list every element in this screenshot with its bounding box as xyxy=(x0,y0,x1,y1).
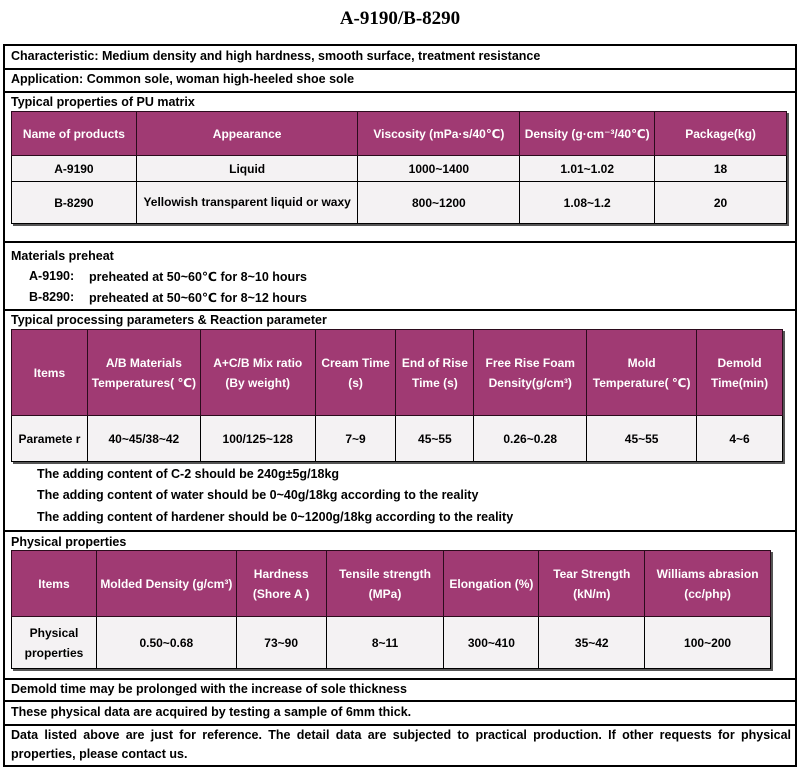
proc-header-items: Items xyxy=(12,330,88,416)
physical-header-row xyxy=(12,551,771,617)
table-row xyxy=(12,182,787,224)
proc-header-cream-time: Cream Time (s) xyxy=(315,330,396,416)
demold-note-text: Demold time may be prolonged with the increase of sole thickness xyxy=(11,682,407,696)
pu-cell: 1.01~1.02 xyxy=(520,156,655,182)
preheat-a-label: A-9190: xyxy=(29,269,75,283)
phys-cell: 300~410 xyxy=(444,617,539,669)
pu-cell: Yellowish transparent liquid or waxy xyxy=(136,182,358,224)
phys-cell: 100~200 xyxy=(645,617,771,669)
processing-note: The adding content of hardener should be 0~1200g/18kg according to the reality xyxy=(37,510,514,524)
pu-matrix-header-row xyxy=(12,112,787,156)
proc-cell: 4~6 xyxy=(697,416,783,462)
table-row xyxy=(12,156,787,182)
physical-title: Physical properties xyxy=(11,535,127,549)
proc-cell: Paramete r xyxy=(12,416,88,462)
pu-cell: B-8290 xyxy=(12,182,137,224)
pu-header-name: Name of products xyxy=(12,112,137,156)
preheat-b-text: preheated at 50~60℃ for 8~12 hours xyxy=(89,291,308,305)
phys-cell: Physical properties xyxy=(12,617,97,669)
physical-section xyxy=(3,530,797,678)
pu-cell: A-9190 xyxy=(12,156,137,182)
pu-matrix-title: Typical properties of PU matrix xyxy=(11,95,195,109)
proc-cell: 45~55 xyxy=(396,416,474,462)
processing-header-row xyxy=(12,330,783,416)
pu-header-package: Package(kg) xyxy=(655,112,787,156)
reference-note-row xyxy=(3,724,797,767)
sample-note-row xyxy=(3,700,797,724)
proc-header-temperatures: A/B Materials Temperatures( ℃) xyxy=(87,330,200,416)
document-title: A-9190/B-8290 xyxy=(339,8,461,29)
proc-cell: 40~45/38~42 xyxy=(87,416,200,462)
proc-cell: 7~9 xyxy=(315,416,396,462)
proc-cell: 45~55 xyxy=(587,416,697,462)
proc-cell: 100/125~128 xyxy=(200,416,315,462)
phys-header-elongation: Elongation (%) xyxy=(444,551,539,617)
phys-cell: 0.50~0.68 xyxy=(96,617,236,669)
pu-cell: 800~1200 xyxy=(358,182,520,224)
table-row xyxy=(12,416,783,462)
pu-cell: 1.08~1.2 xyxy=(520,182,655,224)
pu-cell: 18 xyxy=(655,156,787,182)
processing-title: Typical processing parameters & Reaction parameter xyxy=(11,313,327,327)
phys-header-tear: Tear Strength (kN/m) xyxy=(539,551,645,617)
phys-header-items: Items xyxy=(12,551,97,617)
phys-header-molded-density: Molded Density (g/cm³) xyxy=(96,551,236,617)
pu-matrix-table xyxy=(11,111,787,224)
proc-header-foam-density: Free Rise Foam Density(g/cm³) xyxy=(474,330,587,416)
characteristic-text: Characteristic: Medium density and high hardness, smooth surface, treatment resistance xyxy=(11,49,541,63)
pu-cell: Liquid xyxy=(136,156,358,182)
phys-header-abrasion: Williams abrasion (cc/php) xyxy=(645,551,771,617)
processing-note: The adding content of C-2 should be 240g±5g/18kg xyxy=(37,467,340,481)
sample-note-text: These physical data are acquired by testing a sample of 6mm thick. xyxy=(11,705,412,719)
preheat-a-text: preheated at 50~60℃ for 8~10 hours xyxy=(89,270,308,284)
proc-cell: 0.26~0.28 xyxy=(474,416,587,462)
phys-cell: 35~42 xyxy=(539,617,645,669)
pu-header-density: Density (g·cm⁻³/40℃) xyxy=(520,112,655,156)
demold-note-row xyxy=(3,678,797,700)
preheat-title: Materials preheat xyxy=(11,249,114,263)
phys-cell: 73~90 xyxy=(236,617,326,669)
processing-table xyxy=(11,329,783,462)
pu-matrix-section xyxy=(3,91,797,241)
application-text: Application: Common sole, woman high-heeled shoe sole xyxy=(11,72,355,86)
phys-header-tensile: Tensile strength (MPa) xyxy=(326,551,444,617)
proc-header-mix-ratio: A+C/B Mix ratio (By weight) xyxy=(200,330,315,416)
processing-section xyxy=(3,309,797,530)
preheat-section xyxy=(3,241,797,309)
application-row xyxy=(3,68,797,91)
pu-header-viscosity: Viscosity (mPa·s/40℃) xyxy=(358,112,520,156)
phys-cell: 8~11 xyxy=(326,617,444,669)
proc-header-end-rise: End of Rise Time (s) xyxy=(396,330,474,416)
pu-cell: 20 xyxy=(655,182,787,224)
proc-header-demold: Demold Time(min) xyxy=(697,330,783,416)
proc-header-mold-temp: Mold Temperature( ℃) xyxy=(587,330,697,416)
pu-header-appearance: Appearance xyxy=(136,112,358,156)
reference-note-text: Data listed above are just for reference. The detail data are subjected to practical production. If other requests for physical properties, please contact us. xyxy=(11,728,791,761)
pu-cell: 1000~1400 xyxy=(358,156,520,182)
table-row xyxy=(12,617,771,669)
physical-table xyxy=(11,550,771,669)
characteristic-row xyxy=(3,44,797,68)
preheat-b-label: B-8290: xyxy=(29,290,75,304)
processing-note: The adding content of water should be 0~40g/18kg according to the reality xyxy=(37,488,479,502)
phys-header-hardness: Hardness (Shore A ) xyxy=(236,551,326,617)
